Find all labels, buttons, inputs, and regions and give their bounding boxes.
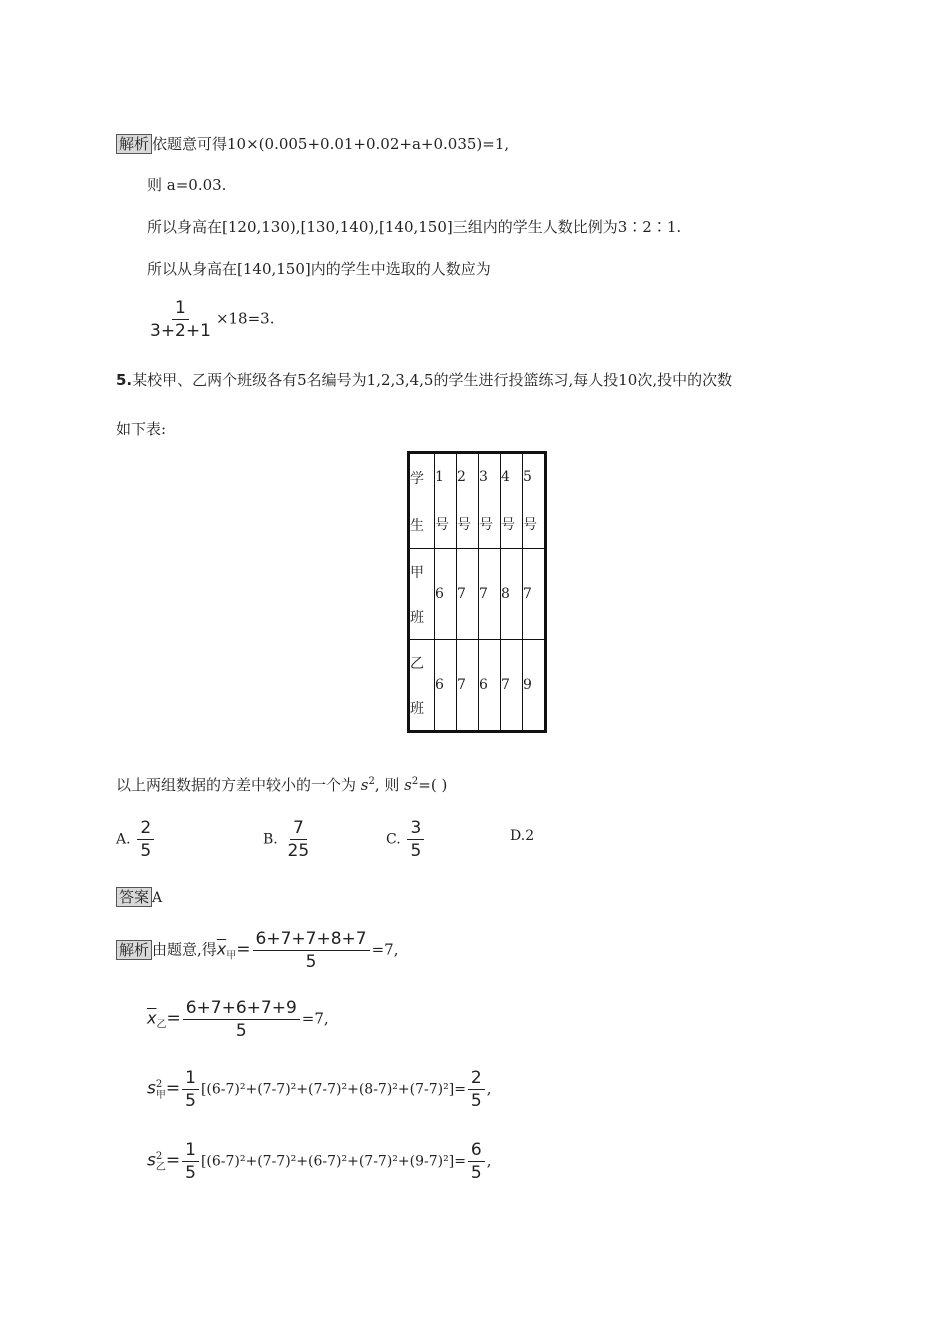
- prompt-mid: , 则: [374, 776, 405, 794]
- fraction-denominator: 5: [410, 841, 422, 861]
- option-c: [386, 818, 426, 861]
- table-header-cell: 1 号: [435, 453, 457, 549]
- option-d: [510, 826, 534, 844]
- result-fraction: [468, 1068, 485, 1111]
- question-line1: [116, 369, 732, 390]
- table-header-cell: 2 号: [457, 453, 479, 549]
- fraction-numerator: 6+7+7+8+7: [253, 929, 370, 951]
- solution-prev-line5: [145, 298, 274, 341]
- mean-result: =7,: [371, 940, 399, 959]
- mean-fraction: [183, 998, 300, 1041]
- table-cell: 6: [435, 549, 457, 640]
- subscript-yi: 乙: [155, 1161, 166, 1173]
- fraction-numerator: 3: [407, 818, 424, 840]
- header-student-2: 生: [410, 517, 424, 534]
- table-header-cell: 3 号: [479, 453, 501, 549]
- option-a: [116, 818, 156, 861]
- table-header-cell: [409, 453, 435, 549]
- option-label: B.: [263, 831, 278, 848]
- table-cell: 9: [523, 640, 546, 732]
- option-label: C.: [386, 831, 401, 848]
- mean-symbol: $\overline{x}$: [216, 939, 227, 959]
- fraction-numerator: 6+7+6+7+9: [183, 998, 300, 1020]
- question-text: 某校甲、乙两个班级各有5名编号为1,2,3,4,5的学生进行投篮练习,每人投10次,投中的次数: [132, 371, 733, 389]
- variance-symbol: s: [147, 1150, 156, 1171]
- table-cell: 7: [523, 549, 546, 640]
- table-cell: 6: [435, 640, 457, 732]
- fraction-denominator: 3+2+1: [150, 321, 211, 341]
- fraction-denominator: 5: [140, 841, 152, 861]
- analysis-tag: 解析: [116, 134, 152, 154]
- option-fraction: [137, 818, 154, 861]
- fraction-numerator: 1: [182, 1068, 199, 1090]
- option-b: [263, 818, 314, 861]
- fraction-denominator: 25: [287, 841, 310, 861]
- variance-symbol: s: [147, 1078, 156, 1099]
- solution-prev-line1: [116, 133, 509, 154]
- fraction-numerator: 2: [468, 1068, 485, 1090]
- fraction-denominator: 5: [305, 952, 317, 972]
- mean-fraction: [253, 929, 370, 972]
- answer-line: [116, 887, 162, 907]
- table-cell: 7: [479, 549, 501, 640]
- solution-line3: s 2 甲 = $\frac{1}{5}$ [(6-7)²+(7-7)²+(7-7)²+(8-7)²+(7-7)²]= $\frac{2}{5}$ ,: [147, 1068, 492, 1111]
- question-line2: 如下表:: [116, 420, 167, 438]
- prompt-text: 以上两组数据的方差中较小的一个为: [116, 776, 361, 794]
- row-label-jia: 甲 班: [409, 549, 435, 640]
- fraction-numerator: 6: [468, 1140, 485, 1162]
- fraction-denominator: 5: [470, 1163, 482, 1183]
- prompt-s: s: [360, 776, 369, 794]
- table-header-cell: 4 号: [501, 453, 523, 549]
- solution-line4: s 2 乙 = $\frac{1}{5}$ [(6-7)²+(7-7)²+(6-7)²+(7-7)²+(9-7)²]= $\frac{6}{5}$ ,: [147, 1140, 492, 1183]
- solution-prev-line3: 所以身高在[120,130),[130,140),[140,150]三组内的学生人数比例为3∶2∶1.: [147, 218, 682, 236]
- solution-prev-line2: 则 a=0.03.: [147, 176, 227, 194]
- subscript-yi: 乙: [156, 1019, 167, 1031]
- table-row: [409, 549, 546, 640]
- option-fraction: [285, 818, 313, 861]
- mean-symbol: $\overline{x}$: [147, 1008, 157, 1028]
- row-label-yi: 乙 班: [409, 640, 435, 732]
- answer-value: A: [152, 890, 163, 906]
- table-cell: 8: [501, 549, 523, 640]
- mean-result: =7,: [301, 1009, 329, 1028]
- coef-fraction: [182, 1140, 199, 1183]
- prompt-s2: s: [404, 776, 412, 794]
- question-prompt: 以上两组数据的方差中较小的一个为 $s^2$, 则 $s^2=$( ): [116, 776, 448, 794]
- superscript: 2: [155, 1150, 163, 1162]
- table-cell: 6: [479, 640, 501, 732]
- table-header-row: [409, 453, 546, 549]
- solution-intro: 由题意,得: [152, 940, 217, 959]
- option-text: 2: [525, 828, 535, 844]
- fraction-denominator: 5: [185, 1163, 196, 1183]
- table-cell: 7: [457, 549, 479, 640]
- question-number: 5.: [116, 371, 133, 389]
- variance-body: [(6-7)²+(7-7)²+(7-7)²+(8-7)²+(7-7)²]=: [200, 1081, 466, 1098]
- fraction-numerator: 2: [137, 818, 154, 840]
- comma: ,: [486, 1151, 492, 1170]
- answer-tag: 答案: [116, 887, 152, 907]
- fraction-numerator: 1: [172, 298, 189, 320]
- table-cell: 7: [457, 640, 479, 732]
- header-student-1: 学: [410, 470, 424, 487]
- analysis-tag: 解析: [116, 940, 152, 960]
- solution-line1: 解析 由题意,得$\overline{x}_甲=$ $\frac{6+7+7+8+7}{5}$ =7,: [116, 929, 398, 972]
- result-fraction: [468, 1140, 485, 1183]
- prompt-blank: =( ): [418, 776, 448, 794]
- solution-prev-line4: 所以从身高在[140,150]内的学生中选取的人数应为: [147, 260, 491, 278]
- solution-prev-tail: ×18=3.: [215, 309, 275, 328]
- option-label: D.: [510, 828, 526, 844]
- comma: ,: [486, 1079, 492, 1098]
- fraction-numerator: 1: [182, 1140, 199, 1162]
- solution-line2: $\overline{x}_乙=$ $\frac{6+7+6+7+9}{5}$ =7,: [147, 998, 329, 1041]
- fraction: [147, 298, 214, 341]
- table-header-cell: 5 号: [523, 453, 546, 549]
- solution-prev-text1: 依题意可得10×(0.005+0.01+0.02+a+0.035)=1,: [152, 135, 510, 153]
- variance-body: [(6-7)²+(7-7)²+(6-7)²+(7-7)²+(9-7)²]=: [200, 1153, 466, 1170]
- table-row: [409, 640, 546, 732]
- coef-fraction: [182, 1068, 199, 1111]
- fraction-denominator: 5: [235, 1021, 247, 1041]
- subscript-jia: 甲: [155, 1089, 166, 1101]
- fraction-numerator: 7: [290, 818, 307, 840]
- subscript-jia: 甲: [226, 950, 237, 962]
- option-label: A.: [116, 831, 131, 848]
- table-cell: 7: [501, 640, 523, 732]
- fraction-denominator: 5: [185, 1091, 196, 1111]
- score-table: [407, 451, 547, 733]
- superscript: 2: [155, 1078, 163, 1090]
- fraction-denominator: 5: [470, 1091, 482, 1111]
- option-fraction: [407, 818, 424, 861]
